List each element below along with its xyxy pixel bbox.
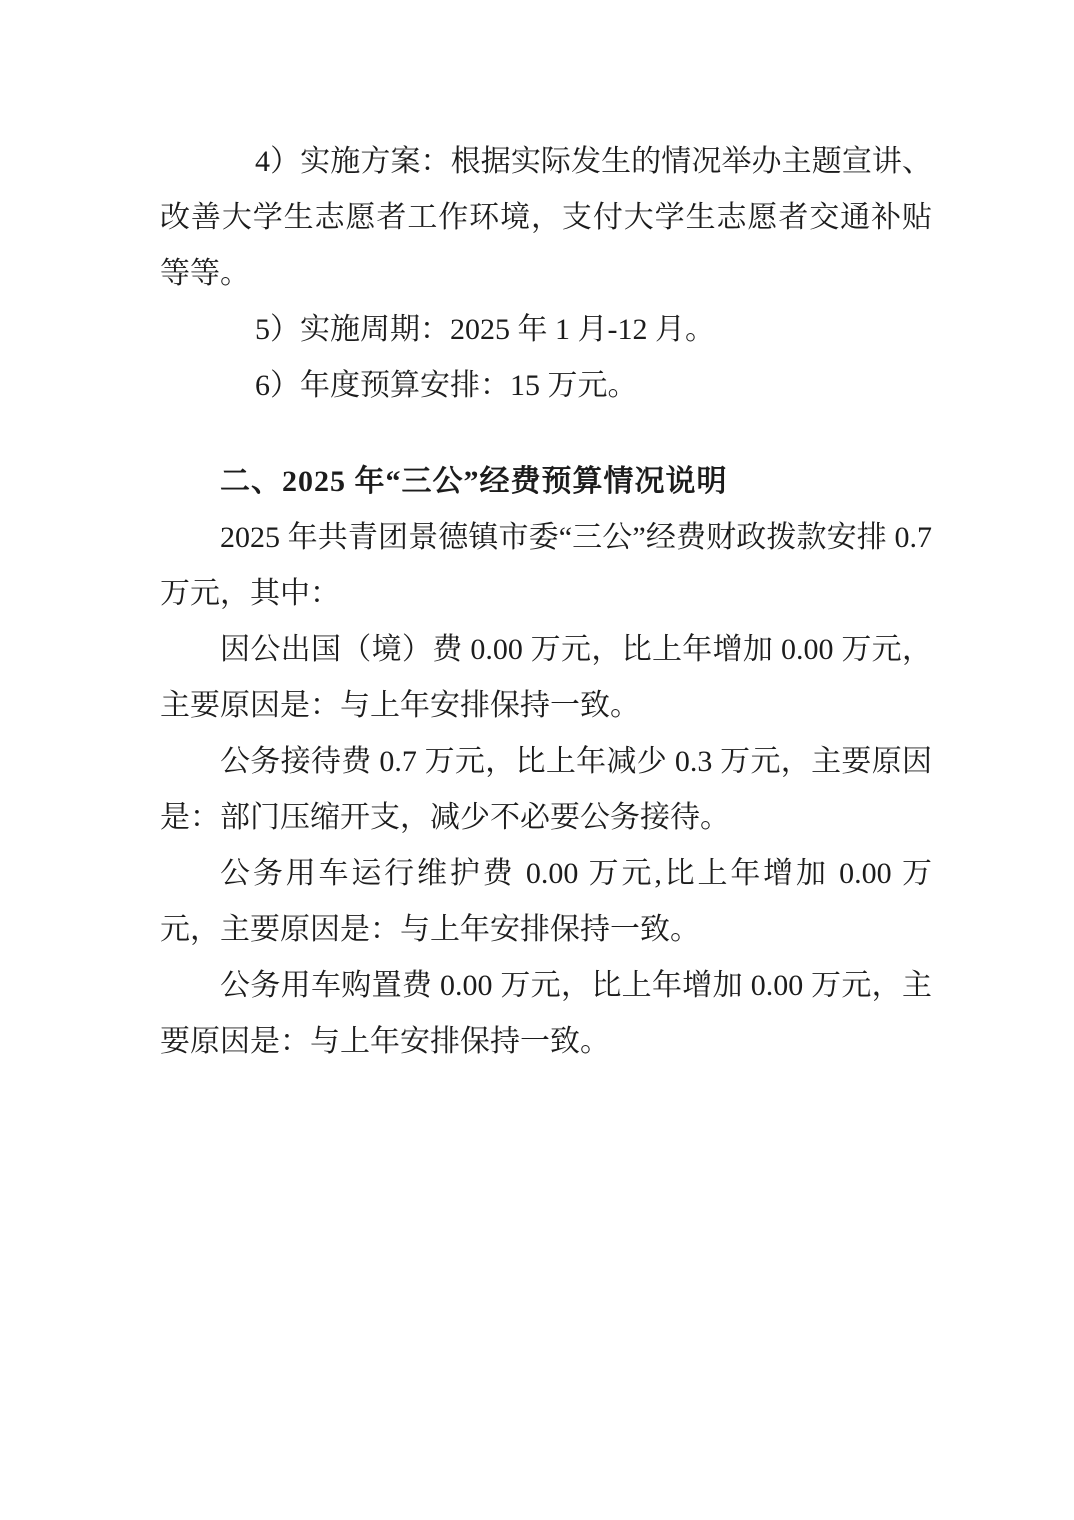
paragraph: 公务用车购置费 0.00 万元，比上年增加 0.00 万元，主要原因是：与上年安排保持一致。 — [160, 969, 932, 1058]
paragraph: 因公出国（境）费 0.00 万元，比上年增加 0.00 万元，主要原因是：与上年安排保持一致。 — [160, 633, 932, 722]
paragraph: 4）实施方案：根据实际发生的情况举办主题宣讲、改善大学生志愿者工作环境，支付大学生志愿者交通补贴等等。 — [160, 145, 932, 290]
paragraph: 2025 年共青团景德镇市委“三公”经费财政拨款安排 0.7 万元，其中： — [160, 521, 932, 610]
section-heading: 二、2025 年“三公”经费预算情况说明 — [220, 465, 728, 498]
paragraph: 5）实施周期：2025 年 1 月-12 月。 — [255, 313, 715, 346]
paragraph: 公务用车运行维护费 0.00 万元,比上年增加 0.00 万元，主要原因是：与上年安排保持一致。 — [160, 857, 932, 946]
paragraph: 公务接待费 0.7 万元，比上年减少 0.3 万元，主要原因是：部门压缩开支，减少不必要公务接待。 — [160, 745, 932, 834]
document-content — [160, 134, 932, 1070]
paragraph: 6）年度预算安排：15 万元。 — [255, 369, 638, 402]
